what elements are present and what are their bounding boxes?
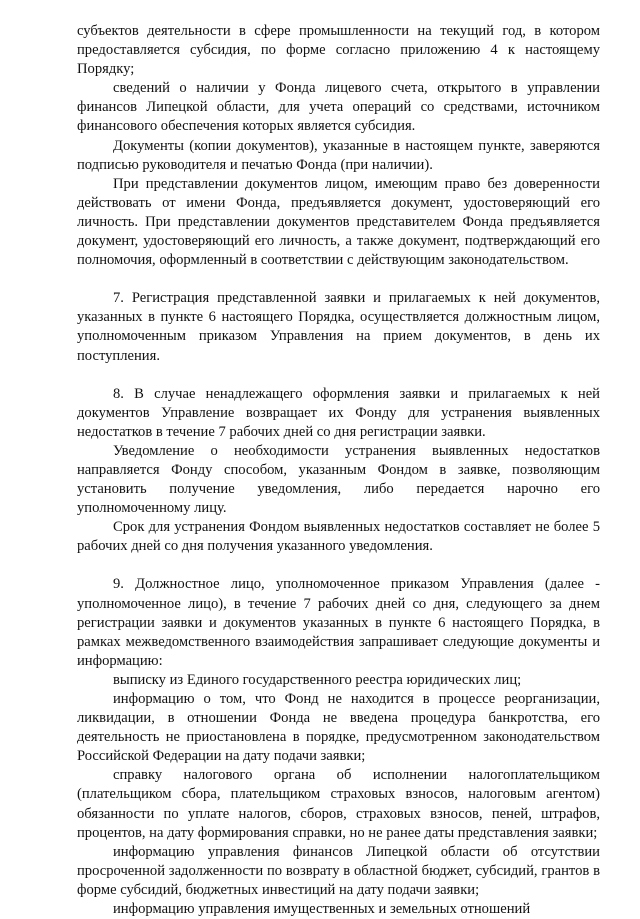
paragraph-deadline: Срок для устранения Фондом выявленных недостатков составляет не более 5 рабочих дней со дня получения указанного уведомления. bbox=[77, 519, 600, 555]
paragraph-notification: Уведомление о необходимости устранения выявленных недостатков направляется Фонду способом, указанным Фондом в заявке, позволяющим установить получение уведомления, либо передается нарочно его уполномоченному лицу. bbox=[77, 442, 600, 517]
paragraph-continuation: субъектов деятельности в сфере промышленности на текущий год, в котором предоставляется субсидия, по форме согласно приложению 4 к настоящему Порядку; bbox=[77, 23, 600, 78]
paragraph-item-8: 8. В случае ненадлежащего оформления заявки и прилагаемых к ней документов Управление возвращает их Фонду для устранения выявленных недостатков в течение 7 рабочих дней со дня регистрации заявки. bbox=[77, 385, 600, 440]
paragraph-certification: Документы (копии документов), указанные в настоящем пункте, заверяются подписью руководителя и печатью Фонда (при наличии). bbox=[77, 137, 600, 173]
paragraph-tax-certificate: справку налогового органа об исполнении налогоплательщиком (плательщиком сбора, плательщиком страховых взносов, налоговым агентом) обязанности по уплате налогов, сборов, страховых взносов, пеней, штрафов, процентов, на дату формирования справки, но не ранее даты представления заявки; bbox=[77, 767, 600, 841]
document-page bbox=[77, 22, 600, 919]
paragraph-finance-info: информацию управления финансов Липецкой области об отсутствии просроченной задолженности по возврату в областной бюджет, субсидий, грантов в форме субсидий, бюджетных инвестиций на дату подачи заявки; bbox=[77, 843, 600, 898]
paragraph-item-7: 7. Регистрация представленной заявки и прилагаемых к ней документов, указанных в пункте 6 настоящего Порядка, осуществляется должностным лицом, уполномоченным приказом Управления на прием документов, в день их поступления. bbox=[77, 290, 600, 364]
paragraph-reorganization-info: информацию о том, что Фонд не находится в процессе реорганизации, ликвидации, в отношении Фонда не введена процедура банкротства, его деятельность не приостановлена в порядке, предусмотренном законодательством Российской Федерации на дату подачи заявки; bbox=[77, 691, 600, 765]
paragraph-registry-extract: выписку из Единого государственного реестра юридических лиц; bbox=[113, 671, 522, 688]
paragraph-property-info: информацию управления имущественных и земельных отношений bbox=[113, 901, 531, 918]
paragraph-identity: При представлении документов лицом, имеющим право без доверенности действовать от имени Фонда, предъявляется документ, удостоверяющий его личность. При представлении документов представителем Фонда предъявляется документ, удостоверяющий его личность, а также документ, подтверждающий его полномочия, оформленный в соответствии с действующим законодательством. bbox=[77, 175, 600, 269]
paragraph-account-info: сведений о наличии у Фонда лицевого счета, открытого в управлении финансов Липецкой области, для учета операций со средствами, источником финансового обеспечения которых является субсидия. bbox=[77, 80, 600, 135]
paragraph-item-9: 9. Должностное лицо, уполномоченное приказом Управления (далее - уполномоченное лицо), в течение 7 рабочих дней со дня, следующего за днем регистрации заявки и документов указанных в пункте 6 настоящего Порядка, в рамках межведомственного взаимодействия запрашивает следующие документы и информацию: bbox=[77, 576, 600, 669]
